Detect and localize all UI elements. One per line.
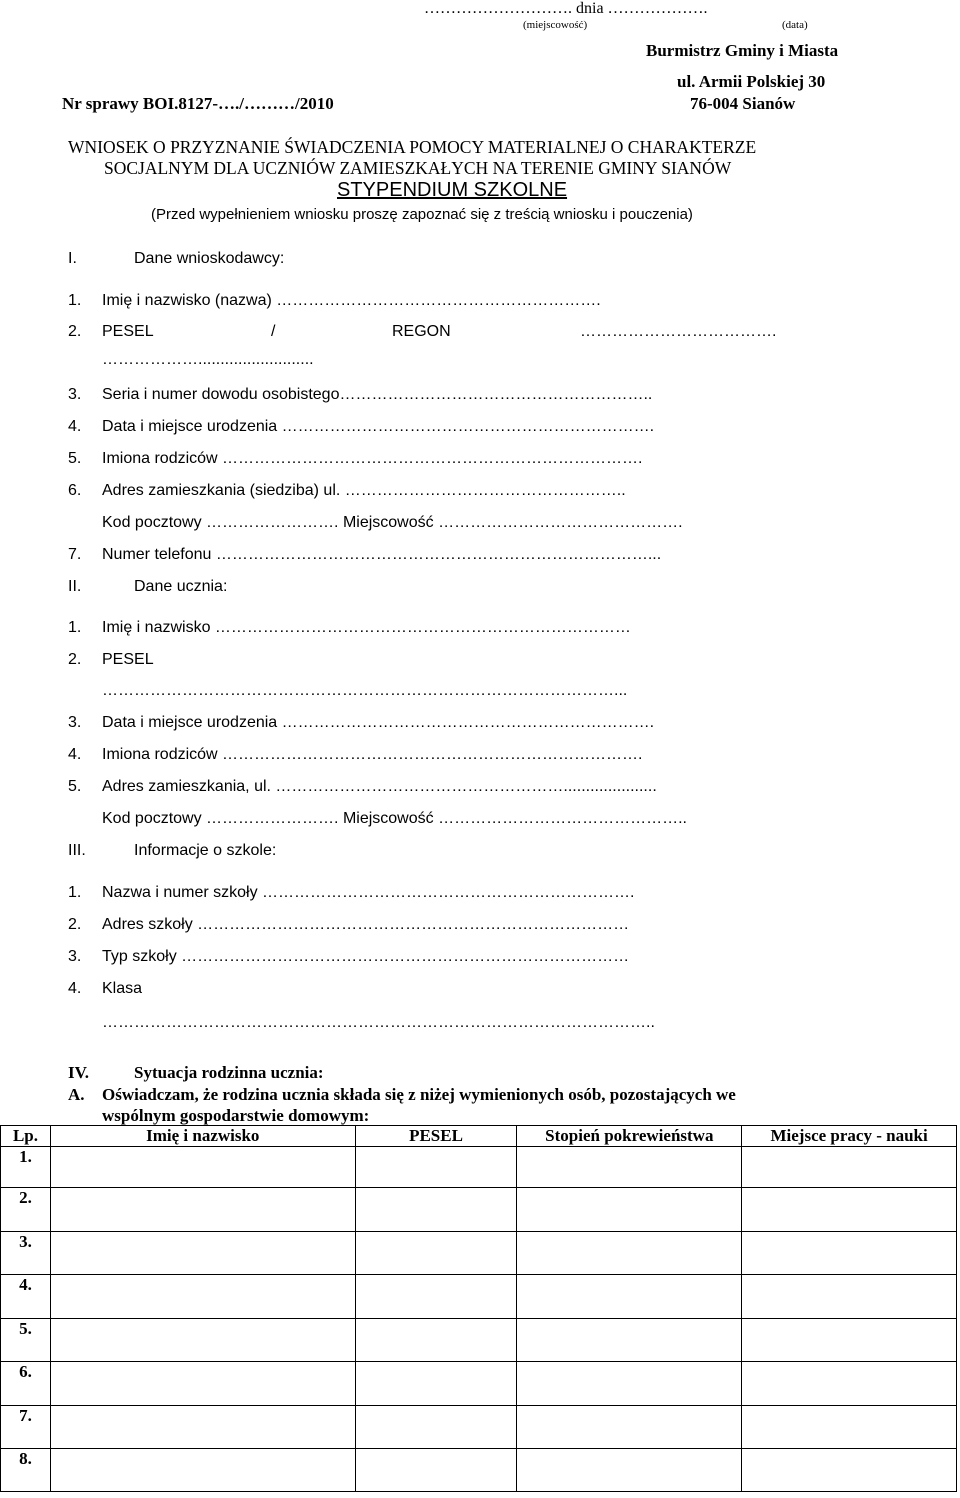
s2-f2-number: 2. <box>68 651 82 668</box>
section1-title: Dane wnioskodawcy: <box>134 250 285 267</box>
s2-birth-field[interactable]: Data i miejsce urodzenia ……………………………………………………………. <box>102 714 655 731</box>
col-header-relationship: Stopień pokrewieństwa <box>517 1126 742 1147</box>
section4-title: Sytuacja rodzinna ucznia: <box>134 1063 324 1082</box>
table-cell-relationship[interactable] <box>517 1449 742 1492</box>
table-row <box>1 1362 957 1406</box>
s1-address-field[interactable]: Adres zamieszkania (siedziba) ul. …………………………………………….. <box>102 482 626 499</box>
s2-postal-city-field[interactable]: Kod pocztowy ……………………. Miejscowość ……………………………………….. <box>102 810 687 827</box>
title-note: (Przed wypełnieniem wniosku proszę zapoznać się z treścią wniosku i pouczenia) <box>151 206 693 223</box>
s2-student-name-field[interactable]: Imię i nazwisko …………………………………………………………………… <box>102 619 631 636</box>
s1-f1-number: 1. <box>68 292 82 309</box>
section3-number: III. <box>68 842 86 859</box>
s1-id-document-field[interactable]: Seria i numer dowodu osobistego………………………………………………….. <box>102 386 653 403</box>
s3-f1-number: 1. <box>68 884 82 901</box>
table-cell-workplace[interactable] <box>742 1147 957 1188</box>
table-cell-lp: 3. <box>1 1232 51 1275</box>
table-cell-lp: 8. <box>1 1449 51 1492</box>
s1-f4-number: 4. <box>68 418 82 435</box>
section2-title: Dane ucznia: <box>134 578 228 595</box>
s2-f3-number: 3. <box>68 714 82 731</box>
case-number: Nr sprawy BOI.8127-…./………/2010 <box>62 94 334 113</box>
s1-slash: / <box>271 323 276 340</box>
s2-f4-number: 4. <box>68 746 82 763</box>
table-cell-lp: 4. <box>1 1275 51 1319</box>
table-cell-relationship[interactable] <box>517 1362 742 1406</box>
table-cell-pesel[interactable] <box>355 1232 517 1275</box>
table-cell-lp: 5. <box>1 1319 51 1362</box>
s3-school-address-field[interactable]: Adres szkoły ……………………………………………………………………… <box>102 916 630 933</box>
title-line2: SOCJALNYM DLA UCZNIÓW ZAMIESZKAŁYCH NA TERENIE GMINY SIANÓW <box>104 158 732 178</box>
table-cell-relationship[interactable] <box>517 1147 742 1188</box>
s3-school-type-field[interactable]: Typ szkoły ………………………………………………………………………… <box>102 948 630 965</box>
s3-f4-number: 4. <box>68 980 82 997</box>
s3-f3-number: 3. <box>68 948 82 965</box>
table-cell-lp: 1. <box>1 1147 51 1188</box>
table-cell-lp: 7. <box>1 1406 51 1449</box>
table-cell-relationship[interactable] <box>517 1406 742 1449</box>
addressee-line2: ul. Armii Polskiej 30 <box>677 72 826 91</box>
table-row <box>1 1319 957 1362</box>
col-header-name: Imię i nazwisko <box>50 1126 355 1147</box>
section1-number: I. <box>68 250 77 267</box>
table-row <box>1 1147 957 1188</box>
s1-pesel-regon-continuation[interactable]: ……………….......................... <box>102 351 314 368</box>
table-cell-relationship[interactable] <box>517 1275 742 1319</box>
table-cell-pesel[interactable] <box>355 1319 517 1362</box>
addressee-line3: 76-004 Sianów <box>690 94 796 113</box>
table-cell-lp: 6. <box>1 1362 51 1406</box>
table-cell-relationship[interactable] <box>517 1232 742 1275</box>
section4-number: IV. <box>68 1063 89 1082</box>
table-cell-name[interactable] <box>50 1319 355 1362</box>
section2-number: II. <box>68 578 82 595</box>
s1-f7-number: 7. <box>68 546 82 563</box>
table-header-row <box>1 1126 957 1147</box>
table-cell-workplace[interactable] <box>742 1275 957 1319</box>
s1-birth-field[interactable]: Data i miejsce urodzenia ……………………………………………………………. <box>102 418 655 435</box>
table-cell-workplace[interactable] <box>742 1449 957 1492</box>
s1-f5-number: 5. <box>68 450 82 467</box>
table-cell-workplace[interactable] <box>742 1362 957 1406</box>
s2-pesel-field[interactable]: ……………………………………………………………………………………... <box>102 682 628 699</box>
section3-title: Informacje o szkole: <box>134 842 277 859</box>
col-header-lp: Lp. <box>1 1126 51 1147</box>
table-cell-pesel[interactable] <box>355 1406 517 1449</box>
family-members-table <box>0 1125 957 1492</box>
s1-f2-number: 2. <box>68 323 82 340</box>
table-cell-name[interactable] <box>50 1147 355 1188</box>
s1-parents-names-field[interactable]: Imiona rodziców ……………………………………………………………………. <box>102 450 643 467</box>
table-cell-name[interactable] <box>50 1406 355 1449</box>
s3-class-label: Klasa <box>102 980 143 997</box>
table-cell-workplace[interactable] <box>742 1232 957 1275</box>
s2-parents-names-field[interactable]: Imiona rodziców ……………………………………………………………………. <box>102 746 643 763</box>
table-cell-name[interactable] <box>50 1232 355 1275</box>
col-header-workplace: Miejsce pracy - nauki <box>742 1126 957 1147</box>
table-cell-workplace[interactable] <box>742 1319 957 1362</box>
table-cell-relationship[interactable] <box>517 1319 742 1362</box>
s1-pesel-regon-field[interactable]: ………………………………. <box>580 323 777 340</box>
table-row <box>1 1406 957 1449</box>
place-date-line: ………………………. dnia ………………. <box>424 0 708 17</box>
section4-statement-line1: Oświadczam, że rodzina ucznia składa się z niżej wymienionych osób, pozostających we <box>102 1085 736 1104</box>
s1-applicant-name-field[interactable]: Imię i nazwisko (nazwa) ……………………………………………………. <box>102 292 601 309</box>
table-cell-workplace[interactable] <box>742 1188 957 1232</box>
table-cell-workplace[interactable] <box>742 1406 957 1449</box>
section4-a-number: A. <box>68 1085 85 1104</box>
s2-pesel-label: PESEL <box>102 651 154 668</box>
table-cell-pesel[interactable] <box>355 1147 517 1188</box>
table-cell-relationship[interactable] <box>517 1188 742 1232</box>
table-row <box>1 1275 957 1319</box>
table-cell-pesel[interactable] <box>355 1449 517 1492</box>
table-cell-pesel[interactable] <box>355 1362 517 1406</box>
addressee-line1: Burmistrz Gminy i Miasta <box>646 41 839 60</box>
s3-school-name-field[interactable]: Nazwa i numer szkoły ……………………………………………………………. <box>102 884 635 901</box>
table-cell-name[interactable] <box>50 1275 355 1319</box>
table-row <box>1 1232 957 1275</box>
table-cell-lp: 2. <box>1 1188 51 1232</box>
table-cell-name[interactable] <box>50 1188 355 1232</box>
s1-pesel-label: PESEL <box>102 323 154 340</box>
table-row <box>1 1449 957 1492</box>
section4-statement-line2: wspólnym gospodarstwie domowym: <box>102 1106 370 1125</box>
s1-regon-label: REGON <box>392 323 451 340</box>
s2-f1-number: 1. <box>68 619 82 636</box>
table-row <box>1 1188 957 1232</box>
s3-f2-number: 2. <box>68 916 82 933</box>
s1-postal-city-field[interactable]: Kod pocztowy ……………………. Miejscowość ………………………………………. <box>102 514 683 531</box>
table-cell-name[interactable] <box>50 1449 355 1492</box>
col-header-pesel: PESEL <box>355 1126 517 1147</box>
s1-phone-field[interactable]: Numer telefonu ………………………………………………………………………... <box>102 546 662 563</box>
table-cell-name[interactable] <box>50 1362 355 1406</box>
place-caption: (miejscowość) <box>523 19 588 31</box>
table-cell-pesel[interactable] <box>355 1275 517 1319</box>
s2-f5-number: 5. <box>68 778 82 795</box>
s3-class-field[interactable]: ………………………………………………………………………………………….. <box>102 1014 655 1031</box>
table-cell-pesel[interactable] <box>355 1188 517 1232</box>
date-caption: (data) <box>782 19 808 31</box>
s2-address-field[interactable]: Adres zamieszkania, ul. ………………………………………………..................... <box>102 778 657 795</box>
s1-f6-number: 6. <box>68 482 82 499</box>
title-line1: WNIOSEK O PRZYZNANIE ŚWIADCZENIA POMOCY MATERIALNEJ O CHARAKTERZE <box>68 137 757 157</box>
s1-f3-number: 3. <box>68 386 82 403</box>
title-line3: STYPENDIUM SZKOLNE <box>337 179 568 201</box>
